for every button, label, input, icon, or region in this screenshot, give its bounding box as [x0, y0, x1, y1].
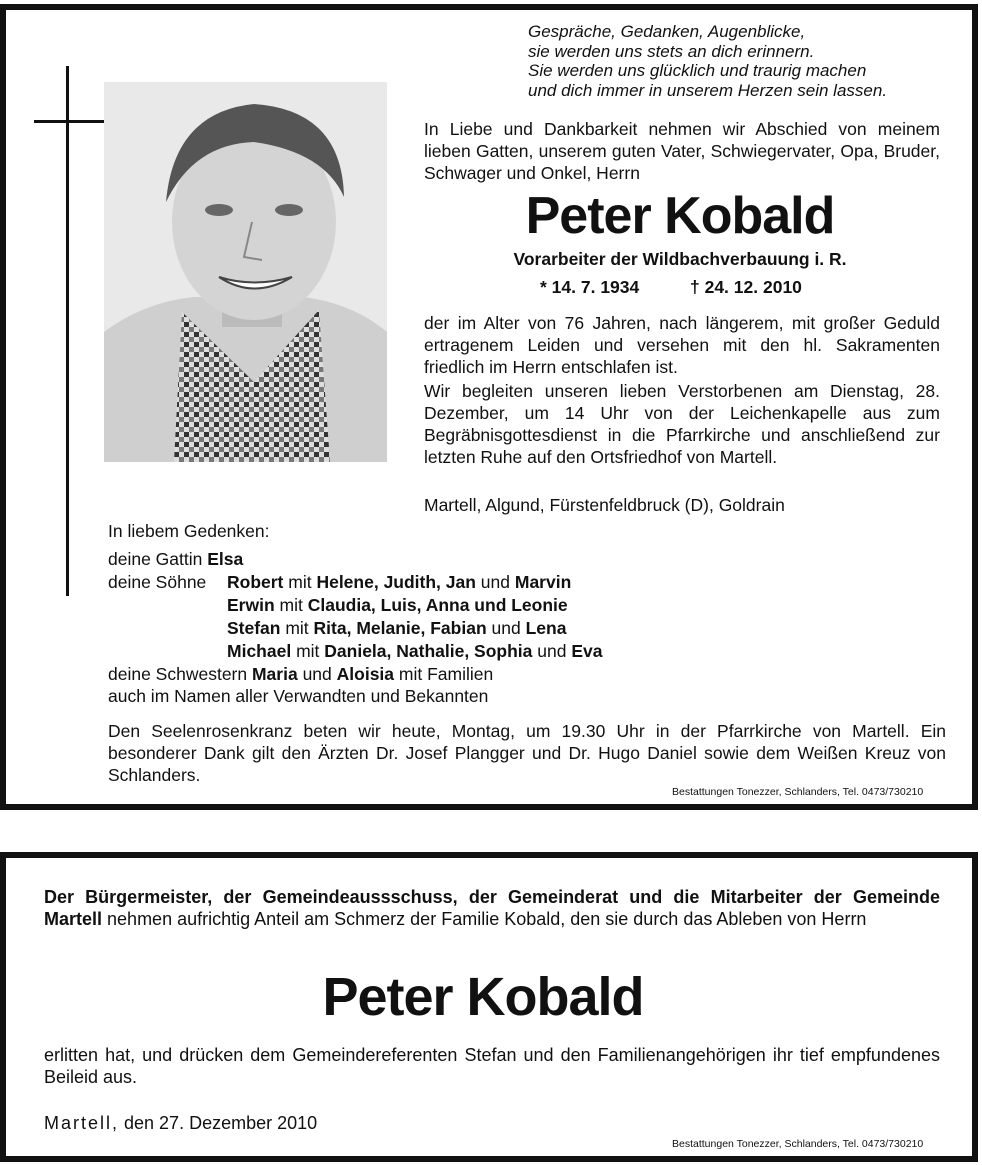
son-family-last: Lena: [525, 618, 567, 638]
quote-line: und dich immer in unserem Herzen sein lassen.: [528, 80, 888, 100]
sisters-und: und: [297, 664, 337, 684]
relatives-line: auch im Namen aller Verwandten und Bekannten: [108, 686, 489, 706]
son-name: Michael: [227, 641, 292, 661]
senders-bold: Der Bürgermeister, der Gemeindeaussschuss, der Gemeinderat und die Mitarbeiter der Gemeinde Martell: [44, 887, 940, 929]
sisters-prefix: deine Schwestern: [108, 664, 252, 684]
birth-date: * 14. 7. 1934: [540, 277, 640, 297]
wife-name: Elsa: [207, 549, 244, 569]
son-family-last: Marvin: [514, 572, 572, 592]
son-mit: mit: [291, 641, 325, 661]
deceased-role: Vorarbeiter der Wildbachverbauung i. R.: [513, 249, 847, 269]
sister-name: Maria: [251, 664, 298, 684]
son-line: [227, 640, 602, 662]
son-family: Rita, Melanie, Fabian: [313, 618, 487, 638]
son-line: [227, 571, 571, 593]
son-name: Erwin: [227, 595, 275, 615]
son-family: Helene, Judith, Jan: [316, 572, 476, 592]
date: den 27. Dezember 2010: [119, 1113, 318, 1133]
memory-heading: In liebem Gedenken:: [108, 521, 270, 541]
son-name: Robert: [227, 572, 284, 592]
son-line: [227, 594, 568, 616]
place: Martell,: [44, 1113, 120, 1133]
places: Martell, Algund, Fürstenfeldbruck (D), Goldrain: [424, 495, 785, 515]
son-mit: mit: [274, 595, 308, 615]
condolence-senders: [44, 886, 940, 930]
death-text: der im Alter von 76 Jahren, nach längerem, mit großer Geduld ertragenem Leiden und versehen mit den hl. Sakramenten friedlich im Herrn entschlafen ist.: [424, 313, 940, 377]
son-line: [227, 617, 566, 639]
son-name: Stefan: [227, 618, 281, 638]
funeral-text: Wir begleiten unseren lieben Verstorbenen am Dienstag, 28. Dezember, um 14 Uhr von der Leichenkapelle aus zum Begräbnisgottesdienst in die Pfarrkirche und anschließend zur letzten Ruhe auf den Ortsfriedhof von Martell.: [424, 381, 940, 467]
undertaker-credit-2: Bestattungen Tonezzer, Schlanders, Tel. 0473/730210: [672, 1138, 924, 1150]
son-mit: mit: [280, 618, 314, 638]
cross-icon-bar: [34, 120, 104, 123]
deceased-name: Peter Kobald: [525, 187, 835, 245]
sisters-line: [108, 663, 493, 685]
undertaker-credit: Bestattungen Tonezzer, Schlanders, Tel. 0473/730210: [672, 786, 924, 798]
quote-line: Sie werden uns glücklich und traurig machen: [528, 61, 867, 80]
portrait-photo: [104, 82, 387, 462]
sisters-suffix: mit Familien: [394, 664, 494, 684]
wife-line: [108, 548, 243, 570]
sister-name: Aloisia: [336, 664, 395, 684]
son-und: und: [486, 618, 526, 638]
sons-prefix: deine Söhne: [108, 572, 207, 592]
quote-line: Gespräche, Gedanken, Augenblicke,: [528, 22, 806, 41]
son-family-last: Eva: [571, 641, 603, 661]
condolence-text: erlitten hat, und drücken dem Gemeindereferenten Stefan und den Familienangehörigen ihr tief empfundenes Beileid aus.: [44, 1045, 940, 1087]
memorial-quote: [528, 22, 958, 100]
intro-text: In Liebe und Dankbarkeit nehmen wir Abschied von meinem lieben Gatten, unserem guten Vater, Schwiegervater, Opa, Bruder, Schwager und Onkel, Herrn: [424, 119, 940, 183]
son-mit: mit: [283, 572, 317, 592]
quote-line: sie werden uns stets an dich erinnern.: [528, 41, 815, 61]
son-family: Daniela, Nathalie, Sophia: [324, 641, 533, 661]
cross-icon: [66, 66, 69, 596]
son-family: Claudia, Luis, Anna und Leonie: [307, 595, 568, 615]
son-und: und: [532, 641, 572, 661]
son-und: und: [475, 572, 515, 592]
senders-rest: nehmen aufrichtig Anteil am Schmerz der Familie Kobald, den sie durch das Ableben von Herrn: [102, 909, 867, 929]
rosary-text: Den Seelenrosenkranz beten wir heute, Montag, um 19.30 Uhr in der Pfarrkirche von Martell. Ein besonderer Dank gilt den Ärzten Dr. Josef Plangger und Dr. Hugo Daniel sowie dem Weißen Kreuz von Schlanders.: [108, 721, 946, 785]
place-date: [44, 1112, 317, 1134]
death-date: † 24. 12. 2010: [690, 277, 802, 297]
wife-prefix: deine Gattin: [108, 549, 208, 569]
deceased-name-2: Peter Kobald: [322, 967, 644, 1027]
